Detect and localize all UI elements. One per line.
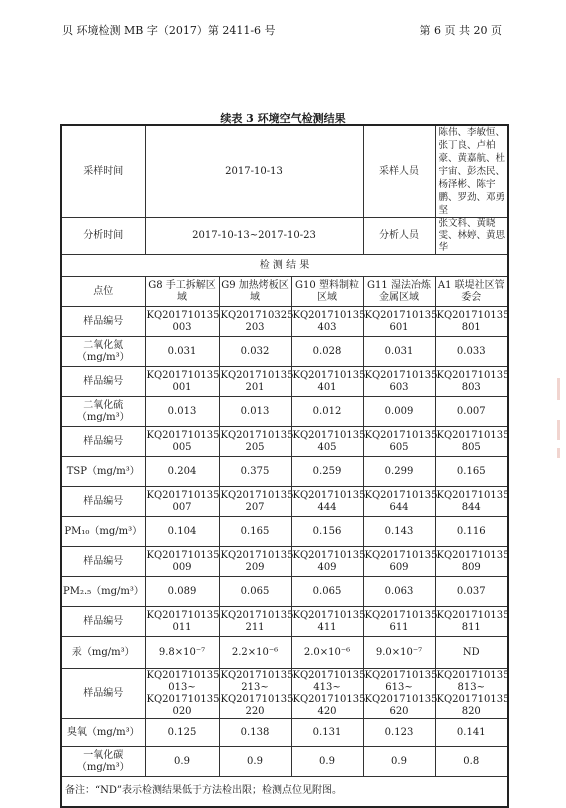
table-cell: KQ201710135 009 bbox=[145, 547, 219, 577]
table-row bbox=[61, 427, 508, 457]
table-cell: 0.116 bbox=[435, 517, 508, 547]
table-cell: KQ201710135 201 bbox=[219, 367, 291, 397]
table-cell: KQ201710135 011 bbox=[145, 607, 219, 637]
table-cell: 0.123 bbox=[363, 719, 435, 747]
table-row bbox=[61, 457, 508, 487]
table-row bbox=[61, 577, 508, 607]
table-cell: KQ201710135 413~ KQ201710135 420 bbox=[292, 669, 366, 717]
table-cell: 0.9 bbox=[145, 747, 219, 777]
table-cell: KQ201710135 001 bbox=[145, 367, 219, 397]
row-label: 样品编号 bbox=[61, 427, 145, 457]
table-cell: KQ201710135 611 bbox=[363, 607, 435, 637]
table-cell: 0.009 bbox=[363, 397, 435, 427]
column-header: G11 湿法冶炼金属区域 bbox=[363, 277, 435, 307]
table-cell: KQ201710135 811 bbox=[435, 607, 508, 637]
table-cell: KQ201710135 411 bbox=[291, 607, 363, 637]
sampling-time-value: 2017-10-13 bbox=[145, 125, 363, 218]
table-cell: 0.089 bbox=[145, 577, 219, 607]
column-header: G10 塑料制粒区域 bbox=[291, 277, 363, 307]
table-cell: 0.028 bbox=[291, 337, 363, 367]
table-cell: KQ201710325 203 bbox=[219, 307, 291, 337]
table-cell: 0.031 bbox=[363, 337, 435, 367]
sampling-staff-value: 陈伟、李敏恒、张丁良、卢柏豪、黄嘉航、杜宇宙、彭杰民、杨泽彬、陈宇鹏、罗劲、邓勇坚 bbox=[435, 125, 508, 218]
row-label: 样品编号 bbox=[61, 367, 145, 397]
table-cell: 0.375 bbox=[219, 457, 291, 487]
table-cell: 9.8×10⁻⁷ bbox=[145, 637, 219, 669]
table-cell: KQ201710135 805 bbox=[435, 427, 508, 457]
table-cell: KQ201710135 601 bbox=[363, 307, 435, 337]
table-cell: 2.2×10⁻⁶ bbox=[219, 637, 291, 669]
table-cell: KQ201710135 003 bbox=[145, 307, 219, 337]
table-cell: 0.299 bbox=[363, 457, 435, 487]
table-cell: 0.138 bbox=[219, 719, 291, 747]
row-label: 样品编号 bbox=[61, 547, 145, 577]
table-cell: 0.143 bbox=[363, 517, 435, 547]
table-row bbox=[61, 307, 508, 337]
analysis-staff-value: 张文科、黄晓雯、林婷、黄思华 bbox=[435, 218, 508, 255]
column-header: G9 加热烤板区域 bbox=[219, 277, 291, 307]
row-label: 样品编号 bbox=[61, 307, 145, 337]
sampling-staff-label: 采样人员 bbox=[363, 125, 435, 218]
footnote: 备注：“ND”表示检测结果低于方法检出限；检测点位见附图。 bbox=[61, 777, 508, 807]
analysis-time-label: 分析时间 bbox=[61, 218, 145, 255]
table-cell: KQ201710135 813~ KQ201710135 820 bbox=[436, 669, 510, 717]
table-cell: KQ201710135 809 bbox=[435, 547, 508, 577]
table-cell: KQ201710135 844 bbox=[435, 487, 508, 517]
table-cell: 0.259 bbox=[291, 457, 363, 487]
page-header-left: 贝 环境检测 MB 字（2017）第 2411-6 号 bbox=[62, 24, 276, 37]
table-cell: 0.8 bbox=[435, 747, 508, 777]
table-cell: 2.0×10⁻⁶ bbox=[291, 637, 363, 669]
result-rows bbox=[61, 307, 508, 777]
table-cell: KQ201710135 007 bbox=[145, 487, 219, 517]
table-cell: 0.9 bbox=[363, 747, 435, 777]
table-cell: 0.204 bbox=[145, 457, 219, 487]
table-cell: KQ201710135 405 bbox=[291, 427, 363, 457]
stamp-mark bbox=[557, 420, 560, 440]
table-cell: 0.9 bbox=[219, 747, 291, 777]
row-label: 汞（mg/m³） bbox=[61, 637, 145, 669]
row-label: 二氧化硫（mg/m³） bbox=[61, 397, 145, 427]
page-number: 第 6 页 共 20 页 bbox=[419, 24, 502, 37]
table-cell: 0.065 bbox=[291, 577, 363, 607]
stamp-mark bbox=[557, 378, 560, 400]
table-cell: KQ201710135 403 bbox=[291, 307, 363, 337]
table-row bbox=[61, 397, 508, 427]
table-row bbox=[61, 367, 508, 397]
table-cell: KQ201710135 609 bbox=[363, 547, 435, 577]
table-cell: KQ201710135 605 bbox=[363, 427, 435, 457]
table-cell: KQ201710135 209 bbox=[219, 547, 291, 577]
table-title: 续表 3 环境空气检测结果 bbox=[220, 112, 346, 125]
column-header-point: 点位 bbox=[61, 277, 145, 307]
table-cell: KQ201710135 613~ KQ201710135 620 bbox=[364, 669, 438, 717]
table-cell: 0.013 bbox=[219, 397, 291, 427]
row-label: PM₂.₅（mg/m³） bbox=[61, 577, 145, 607]
results-heading: 检 测 结 果 bbox=[61, 255, 508, 277]
row-label: 样品编号 bbox=[61, 487, 145, 517]
table-cell: KQ201710135 211 bbox=[219, 607, 291, 637]
table-row bbox=[61, 747, 508, 777]
row-label: TSP（mg/m³） bbox=[61, 457, 145, 487]
column-header: A1 联堤社区管委会 bbox=[435, 277, 508, 307]
table-cell: KQ201710135 801 bbox=[435, 307, 508, 337]
table-cell: KQ201710135 207 bbox=[219, 487, 291, 517]
row-label: 二氧化氮（mg/m³） bbox=[61, 337, 145, 367]
row-label: 一氧化碳（mg/m³） bbox=[61, 747, 145, 777]
table-cell: 0.141 bbox=[435, 719, 508, 747]
analysis-staff-label: 分析人员 bbox=[363, 218, 435, 255]
column-header: G8 手工拆解区域 bbox=[145, 277, 219, 307]
table-cell: KQ201710135 005 bbox=[145, 427, 219, 457]
table-cell: KQ201710135 013~ KQ201710135 020 bbox=[146, 669, 220, 717]
table-cell: KQ201710135 444 bbox=[291, 487, 363, 517]
table-cell: 0.063 bbox=[363, 577, 435, 607]
table-cell: KQ201710135 644 bbox=[363, 487, 435, 517]
table-row bbox=[61, 337, 508, 367]
table-row bbox=[61, 517, 508, 547]
table-cell: 0.013 bbox=[145, 397, 219, 427]
table-row bbox=[61, 637, 508, 669]
table-cell: 0.032 bbox=[219, 337, 291, 367]
sampling-time-label: 采样时间 bbox=[61, 125, 145, 218]
table-cell: 0.131 bbox=[291, 719, 363, 747]
row-label: 臭氧（mg/m³） bbox=[61, 719, 145, 747]
table-cell: 0.104 bbox=[145, 517, 219, 547]
table-row bbox=[61, 487, 508, 517]
table-cell: 0.165 bbox=[219, 517, 291, 547]
table-row bbox=[61, 607, 508, 637]
table-row bbox=[61, 547, 508, 577]
table-cell: 0.033 bbox=[435, 337, 508, 367]
row-label: PM₁₀（mg/m³） bbox=[61, 517, 145, 547]
table-row bbox=[61, 669, 508, 719]
table-cell: 0.065 bbox=[219, 577, 291, 607]
analysis-time-value: 2017-10-13~2017-10-23 bbox=[145, 218, 363, 255]
table-cell: 0.007 bbox=[435, 397, 508, 427]
row-label: 样品编号 bbox=[61, 607, 145, 637]
results-table bbox=[60, 124, 509, 808]
table-cell: 0.012 bbox=[291, 397, 363, 427]
table-cell: ND bbox=[435, 637, 508, 669]
table-cell: 0.125 bbox=[145, 719, 219, 747]
table-cell: 0.9 bbox=[291, 747, 363, 777]
table-cell: KQ201710135 401 bbox=[291, 367, 363, 397]
row-label: 样品编号 bbox=[61, 669, 145, 719]
stamp-mark bbox=[557, 448, 560, 458]
table-cell: 0.156 bbox=[291, 517, 363, 547]
table-cell: KQ201710135 603 bbox=[363, 367, 435, 397]
table-cell: 0.165 bbox=[435, 457, 508, 487]
table-cell: KQ201710135 213~ KQ201710135 220 bbox=[220, 669, 294, 717]
table-cell: 9.0×10⁻⁷ bbox=[363, 637, 435, 669]
table-cell: 0.031 bbox=[145, 337, 219, 367]
table-cell: KQ201710135 803 bbox=[435, 367, 508, 397]
table-cell: KQ201710135 409 bbox=[291, 547, 363, 577]
table-row bbox=[61, 719, 508, 747]
table-cell: 0.037 bbox=[435, 577, 508, 607]
table-cell: KQ201710135 205 bbox=[219, 427, 291, 457]
